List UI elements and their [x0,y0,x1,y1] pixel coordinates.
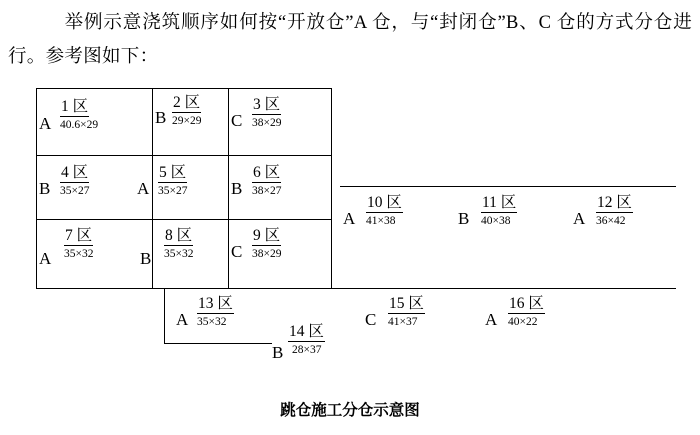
zone-dims: 36×42 [596,215,626,227]
zone-number: 10 区 [367,194,402,211]
zone-dims: 40×38 [481,215,511,227]
zone-number: 8 区 [165,227,193,244]
zone-cell-12 [570,192,680,252]
zone-letter: B [231,179,243,198]
grid-line-h-top [36,88,332,89]
zone-cell-1 [36,94,152,154]
grid-line-h-right-top [340,186,676,187]
zone-cell-5 [100,160,228,218]
zone-letter: A [573,209,586,228]
zone-letter: B [155,108,167,127]
intro-paragraph [8,6,692,74]
zone-dims: 40×22 [508,316,538,328]
zone-number: 12 区 [597,194,632,211]
zone-dims: 38×29 [252,248,282,260]
grid-line-h-row1 [36,155,332,156]
zone-letter: A [39,114,52,133]
zone-cell-10 [340,192,460,252]
grid-line-h-right-mid [272,288,676,289]
zone-cell-3 [228,94,331,154]
zone-number: 5 区 [159,164,187,181]
zone-letter: A [485,310,498,329]
grid-line-h-row2 [36,219,332,220]
zone-cell-11 [455,192,575,252]
zone-dims: 35×32 [197,316,227,328]
zone-dims: 38×29 [252,117,282,129]
zone-letter: C [231,242,243,261]
zone-number: 13 区 [198,295,233,312]
zone-number: 11 区 [482,194,517,211]
zone-number: 9 区 [253,227,281,244]
zone-dims: 29×29 [172,115,202,127]
zone-cell-14 [272,303,372,362]
zone-dims: 28×37 [292,344,322,356]
zone-letter: A [137,179,150,198]
paragraph-text: 举例示意浇筑顺序如何按“开放仓”A 仓，与“封闭仓”B、C 仓的方式分仓进行。参考图如下： [8,13,692,67]
grid-line-v-right [331,88,332,288]
figure-caption: 跳仓施工分仓示意图 [280,402,420,419]
zone-dims: 38×27 [252,185,282,197]
zone-dims: 35×32 [64,248,94,260]
zone-letter: C [231,111,243,130]
zone-cell-13 [164,293,272,343]
zone-letter: B [39,179,51,198]
grid-line-h-bottom [164,343,272,344]
zone-cell-9 [228,225,331,287]
zone-number: 1 区 [61,98,89,115]
zone-cell-16 [485,293,595,343]
zone-number: 14 区 [289,323,324,340]
zone-dims: 41×37 [388,316,418,328]
zone-letter: B [458,209,470,228]
zone-letter: A [39,249,52,268]
zone-number: 16 区 [509,295,544,312]
zone-dims: 35×32 [164,248,194,260]
zone-cell-2 [152,94,228,154]
zone-diagram [0,80,700,380]
zone-letter: B [272,343,284,362]
zone-cell-8 [100,225,228,287]
zone-dims: 41×38 [366,215,396,227]
zone-letter: C [365,310,377,329]
zone-number: 7 区 [65,227,93,244]
zone-number: 6 区 [253,164,281,181]
zone-dims: 35×27 [158,185,188,197]
zone-cell-6 [228,160,331,218]
zone-letter: B [140,249,152,268]
zone-dims: 40.6×29 [60,119,99,131]
zone-letter: A [343,209,356,228]
zone-number: 15 区 [389,295,424,312]
zone-dims: 35×27 [60,185,90,197]
zone-cell-15 [365,293,475,343]
zone-number: 2 区 [173,94,201,111]
zone-letter: A [176,310,189,329]
zone-number: 3 区 [253,96,281,113]
zone-number: 4 区 [61,164,89,181]
